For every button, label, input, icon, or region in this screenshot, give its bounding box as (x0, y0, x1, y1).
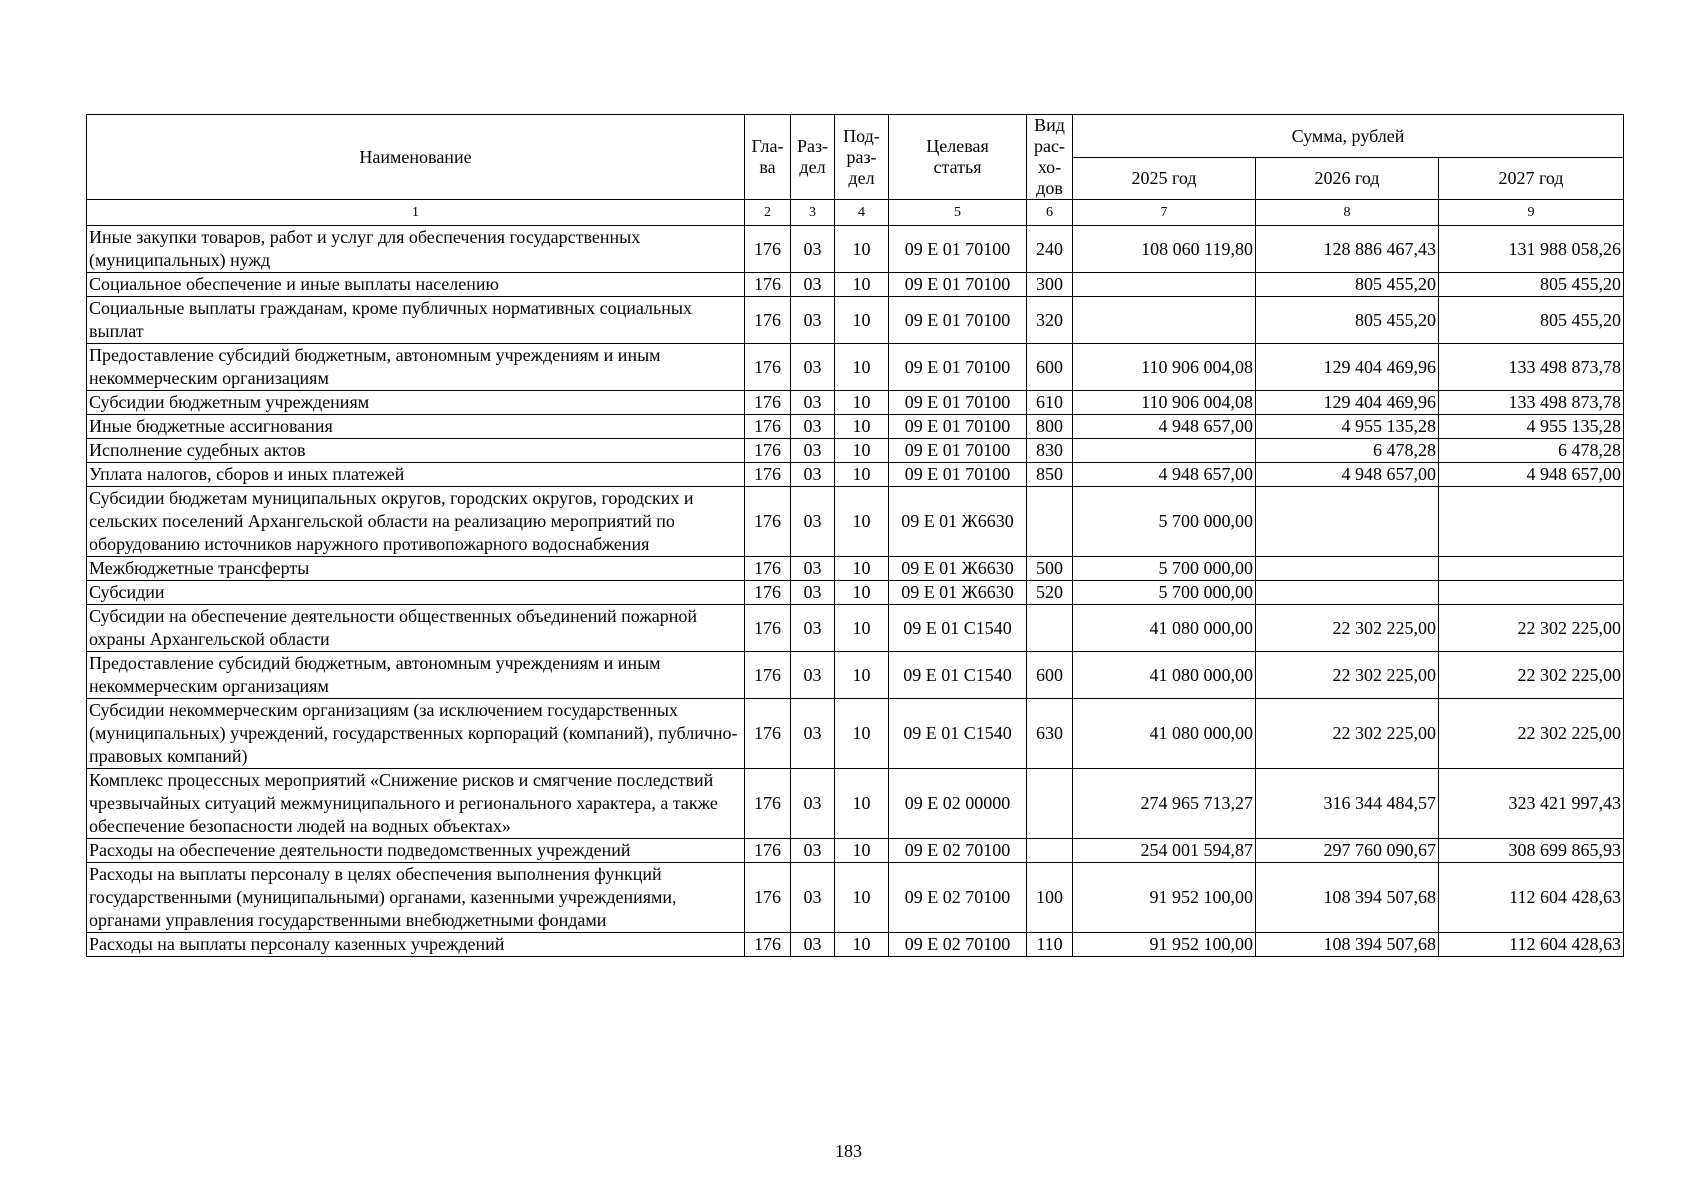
column-number: 6 (1027, 200, 1073, 226)
header-sum: Сумма, рублей (1073, 115, 1624, 158)
table-row (87, 652, 1624, 699)
table-row (87, 769, 1624, 839)
cell-name: Межбюджетные трансферты (87, 557, 745, 581)
column-number: 5 (889, 200, 1027, 226)
table-row (87, 297, 1624, 344)
cell-expense-type: 600 (1027, 344, 1073, 391)
cell-podrazdel: 10 (835, 863, 889, 933)
cell-amount-2027: 805 455,20 (1439, 297, 1624, 344)
cell-razdel: 03 (791, 344, 835, 391)
cell-podrazdel: 10 (835, 344, 889, 391)
cell-target-article: 09 Е 01 Ж6630 (889, 487, 1027, 557)
budget-table (86, 114, 1624, 957)
cell-amount-2027: 131 988 058,26 (1439, 226, 1624, 273)
cell-expense-type: 100 (1027, 863, 1073, 933)
cell-amount-2025: 4 948 657,00 (1073, 463, 1256, 487)
table-row (87, 933, 1624, 957)
cell-amount-2026: 6 478,28 (1256, 439, 1439, 463)
cell-amount-2025 (1073, 439, 1256, 463)
cell-amount-2027: 308 699 865,93 (1439, 839, 1624, 863)
cell-amount-2026: 22 302 225,00 (1256, 652, 1439, 699)
cell-target-article: 09 Е 01 70100 (889, 273, 1027, 297)
cell-glava: 176 (745, 769, 791, 839)
cell-expense-type (1027, 839, 1073, 863)
cell-expense-type (1027, 605, 1073, 652)
cell-amount-2025: 254 001 594,87 (1073, 839, 1256, 863)
column-number: 3 (791, 200, 835, 226)
cell-glava: 176 (745, 415, 791, 439)
table-row (87, 487, 1624, 557)
cell-name: Иные бюджетные ассигнования (87, 415, 745, 439)
cell-name: Субсидии на обеспечение деятельности общественных объединений пожарной охраны Архангельской области (87, 605, 745, 652)
cell-glava: 176 (745, 652, 791, 699)
cell-amount-2025: 5 700 000,00 (1073, 487, 1256, 557)
cell-razdel: 03 (791, 226, 835, 273)
table-row (87, 391, 1624, 415)
cell-amount-2026: 129 404 469,96 (1256, 391, 1439, 415)
cell-razdel: 03 (791, 415, 835, 439)
cell-expense-type (1027, 769, 1073, 839)
table-row (87, 415, 1624, 439)
cell-amount-2027: 6 478,28 (1439, 439, 1624, 463)
cell-podrazdel: 10 (835, 297, 889, 344)
table-row (87, 605, 1624, 652)
cell-target-article: 09 Е 02 70100 (889, 863, 1027, 933)
cell-name: Расходы на выплаты персоналу в целях обеспечения выполнения функций государственными (муниципальными) органами, казенными учреждениями, органами управления государственными внебюджетными фондами (87, 863, 745, 933)
table-header (87, 115, 1624, 226)
column-number: 1 (87, 200, 745, 226)
cell-razdel: 03 (791, 581, 835, 605)
cell-amount-2025: 110 906 004,08 (1073, 344, 1256, 391)
cell-target-article: 09 Е 01 70100 (889, 344, 1027, 391)
cell-glava: 176 (745, 297, 791, 344)
cell-name: Предоставление субсидий бюджетным, автономным учреждениям и иным некоммерческим организациям (87, 652, 745, 699)
header-year-2025: 2025 год (1073, 158, 1256, 200)
page-number: 183 (835, 1141, 862, 1161)
cell-name: Расходы на выплаты персоналу казенных учреждений (87, 933, 745, 957)
cell-amount-2025: 4 948 657,00 (1073, 415, 1256, 439)
cell-podrazdel: 10 (835, 391, 889, 415)
table-body (87, 226, 1624, 957)
cell-razdel: 03 (791, 439, 835, 463)
cell-amount-2025: 41 080 000,00 (1073, 605, 1256, 652)
cell-glava: 176 (745, 839, 791, 863)
cell-amount-2027: 112 604 428,63 (1439, 933, 1624, 957)
cell-amount-2026: 316 344 484,57 (1256, 769, 1439, 839)
cell-expense-type: 850 (1027, 463, 1073, 487)
cell-glava: 176 (745, 463, 791, 487)
header-year-2027: 2027 год (1439, 158, 1624, 200)
cell-target-article: 09 Е 01 70100 (889, 439, 1027, 463)
cell-target-article: 09 Е 01 С1540 (889, 652, 1027, 699)
cell-amount-2026 (1256, 487, 1439, 557)
cell-amount-2026: 4 955 135,28 (1256, 415, 1439, 439)
table-row (87, 557, 1624, 581)
cell-razdel: 03 (791, 652, 835, 699)
header-glava: Гла- ва (745, 115, 791, 200)
cell-glava: 176 (745, 933, 791, 957)
cell-amount-2027 (1439, 487, 1624, 557)
cell-amount-2025 (1073, 273, 1256, 297)
cell-name: Предоставление субсидий бюджетным, автономным учреждениям и иным некоммерческим организациям (87, 344, 745, 391)
cell-razdel: 03 (791, 487, 835, 557)
cell-glava: 176 (745, 699, 791, 769)
cell-amount-2027: 22 302 225,00 (1439, 605, 1624, 652)
cell-name: Расходы на обеспечение деятельности подведомственных учреждений (87, 839, 745, 863)
cell-expense-type: 610 (1027, 391, 1073, 415)
cell-amount-2027: 22 302 225,00 (1439, 699, 1624, 769)
cell-name: Исполнение судебных актов (87, 439, 745, 463)
cell-podrazdel: 10 (835, 652, 889, 699)
cell-target-article: 09 Е 01 70100 (889, 415, 1027, 439)
cell-glava: 176 (745, 391, 791, 415)
cell-razdel: 03 (791, 463, 835, 487)
cell-amount-2027: 323 421 997,43 (1439, 769, 1624, 839)
cell-glava: 176 (745, 226, 791, 273)
cell-amount-2026: 108 394 507,68 (1256, 933, 1439, 957)
cell-amount-2026: 4 948 657,00 (1256, 463, 1439, 487)
cell-name: Социальное обеспечение и иные выплаты населению (87, 273, 745, 297)
cell-name: Комплекс процессных мероприятий «Снижение рисков и смягчение последствий чрезвычайных ситуаций межмуниципального и регионального характера, а также обеспечение безопасности людей на водных объектах» (87, 769, 745, 839)
cell-razdel: 03 (791, 557, 835, 581)
cell-amount-2026: 129 404 469,96 (1256, 344, 1439, 391)
cell-razdel: 03 (791, 273, 835, 297)
cell-amount-2026: 805 455,20 (1256, 297, 1439, 344)
table-row (87, 226, 1624, 273)
cell-target-article: 09 Е 01 70100 (889, 226, 1027, 273)
column-number: 8 (1256, 200, 1439, 226)
cell-amount-2026 (1256, 557, 1439, 581)
cell-name: Иные закупки товаров, работ и услуг для обеспечения государственных (муниципальных) нужд (87, 226, 745, 273)
table-row (87, 839, 1624, 863)
header-expense-type: Вид рас- хо- дов (1027, 115, 1073, 200)
cell-podrazdel: 10 (835, 839, 889, 863)
cell-glava: 176 (745, 581, 791, 605)
cell-glava: 176 (745, 605, 791, 652)
cell-expense-type: 600 (1027, 652, 1073, 699)
cell-target-article: 09 Е 01 С1540 (889, 605, 1027, 652)
table-row (87, 863, 1624, 933)
header-target-article: Целевая статья (889, 115, 1027, 200)
cell-expense-type: 630 (1027, 699, 1073, 769)
cell-podrazdel: 10 (835, 273, 889, 297)
cell-target-article: 09 Е 01 Ж6630 (889, 581, 1027, 605)
cell-name: Субсидии некоммерческим организациям (за исключением государственных (муниципальных) учреждений, государственных корпораций (компаний), публично-правовых компаний) (87, 699, 745, 769)
cell-podrazdel: 10 (835, 463, 889, 487)
cell-expense-type: 240 (1027, 226, 1073, 273)
cell-target-article: 09 Е 02 70100 (889, 839, 1027, 863)
cell-razdel: 03 (791, 933, 835, 957)
cell-amount-2025: 110 906 004,08 (1073, 391, 1256, 415)
cell-amount-2025: 41 080 000,00 (1073, 699, 1256, 769)
cell-amount-2026: 22 302 225,00 (1256, 699, 1439, 769)
cell-target-article: 09 Е 01 70100 (889, 297, 1027, 344)
column-number: 7 (1073, 200, 1256, 226)
table-row (87, 699, 1624, 769)
cell-amount-2026: 128 886 467,43 (1256, 226, 1439, 273)
cell-glava: 176 (745, 439, 791, 463)
cell-name: Субсидии бюджетам муниципальных округов, городских округов, городских и сельских поселений Архангельской области на реализацию мероприятий по оборудованию источников наружного противопожарного водоснабжения (87, 487, 745, 557)
cell-amount-2026: 297 760 090,67 (1256, 839, 1439, 863)
cell-target-article: 09 Е 01 70100 (889, 463, 1027, 487)
cell-podrazdel: 10 (835, 439, 889, 463)
cell-name: Социальные выплаты гражданам, кроме публичных нормативных социальных выплат (87, 297, 745, 344)
cell-amount-2025 (1073, 297, 1256, 344)
cell-glava: 176 (745, 487, 791, 557)
cell-razdel: 03 (791, 839, 835, 863)
cell-razdel: 03 (791, 391, 835, 415)
table-row (87, 463, 1624, 487)
cell-podrazdel: 10 (835, 769, 889, 839)
cell-expense-type: 110 (1027, 933, 1073, 957)
cell-amount-2025: 91 952 100,00 (1073, 863, 1256, 933)
cell-glava: 176 (745, 557, 791, 581)
cell-name: Уплата налогов, сборов и иных платежей (87, 463, 745, 487)
cell-expense-type (1027, 487, 1073, 557)
table-row (87, 344, 1624, 391)
cell-podrazdel: 10 (835, 933, 889, 957)
cell-razdel: 03 (791, 605, 835, 652)
cell-glava: 176 (745, 273, 791, 297)
cell-podrazdel: 10 (835, 699, 889, 769)
cell-amount-2027 (1439, 581, 1624, 605)
cell-target-article: 09 Е 02 00000 (889, 769, 1027, 839)
cell-podrazdel: 10 (835, 415, 889, 439)
cell-amount-2026: 108 394 507,68 (1256, 863, 1439, 933)
cell-podrazdel: 10 (835, 581, 889, 605)
header-year-2026: 2026 год (1256, 158, 1439, 200)
cell-expense-type: 300 (1027, 273, 1073, 297)
cell-expense-type: 800 (1027, 415, 1073, 439)
column-number: 4 (835, 200, 889, 226)
column-number-row (87, 200, 1624, 226)
cell-amount-2025: 91 952 100,00 (1073, 933, 1256, 957)
header-podrazdel: Под- раз- дел (835, 115, 889, 200)
table-row (87, 581, 1624, 605)
cell-expense-type: 320 (1027, 297, 1073, 344)
cell-glava: 176 (745, 863, 791, 933)
header-name: Наименование (87, 115, 745, 200)
cell-razdel: 03 (791, 769, 835, 839)
cell-razdel: 03 (791, 297, 835, 344)
cell-target-article: 09 Е 01 С1540 (889, 699, 1027, 769)
cell-name: Субсидии (87, 581, 745, 605)
cell-podrazdel: 10 (835, 487, 889, 557)
cell-amount-2027: 22 302 225,00 (1439, 652, 1624, 699)
cell-name: Субсидии бюджетным учреждениям (87, 391, 745, 415)
cell-amount-2025: 41 080 000,00 (1073, 652, 1256, 699)
cell-amount-2026: 805 455,20 (1256, 273, 1439, 297)
column-number: 2 (745, 200, 791, 226)
cell-target-article: 09 Е 02 70100 (889, 933, 1027, 957)
cell-amount-2025: 274 965 713,27 (1073, 769, 1256, 839)
cell-amount-2027: 133 498 873,78 (1439, 391, 1624, 415)
cell-podrazdel: 10 (835, 557, 889, 581)
cell-amount-2027: 4 955 135,28 (1439, 415, 1624, 439)
cell-expense-type: 830 (1027, 439, 1073, 463)
cell-amount-2027 (1439, 557, 1624, 581)
cell-expense-type: 520 (1027, 581, 1073, 605)
header-row (87, 115, 1624, 158)
cell-target-article: 09 Е 01 70100 (889, 391, 1027, 415)
cell-amount-2027: 112 604 428,63 (1439, 863, 1624, 933)
cell-target-article: 09 Е 01 Ж6630 (889, 557, 1027, 581)
cell-razdel: 03 (791, 863, 835, 933)
cell-amount-2025: 5 700 000,00 (1073, 581, 1256, 605)
cell-amount-2027: 133 498 873,78 (1439, 344, 1624, 391)
cell-podrazdel: 10 (835, 226, 889, 273)
cell-amount-2025: 108 060 119,80 (1073, 226, 1256, 273)
column-number: 9 (1439, 200, 1624, 226)
cell-amount-2027: 4 948 657,00 (1439, 463, 1624, 487)
cell-glava: 176 (745, 344, 791, 391)
table-row (87, 439, 1624, 463)
cell-amount-2025: 5 700 000,00 (1073, 557, 1256, 581)
cell-razdel: 03 (791, 699, 835, 769)
cell-amount-2027: 805 455,20 (1439, 273, 1624, 297)
cell-podrazdel: 10 (835, 605, 889, 652)
cell-amount-2026 (1256, 581, 1439, 605)
cell-expense-type: 500 (1027, 557, 1073, 581)
cell-amount-2026: 22 302 225,00 (1256, 605, 1439, 652)
table-row (87, 273, 1624, 297)
header-razdel: Раз- дел (791, 115, 835, 200)
